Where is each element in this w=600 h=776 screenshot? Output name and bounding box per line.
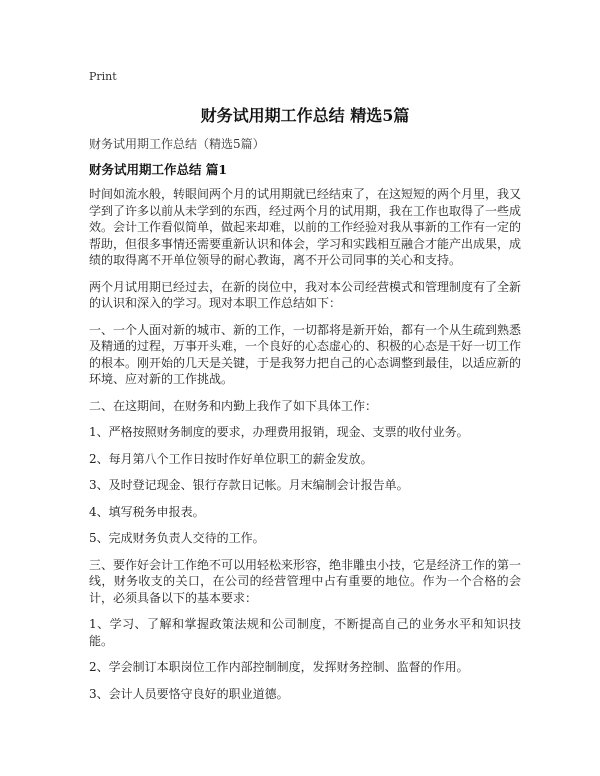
list-item-requirement-3: 3、会计人员要恪守良好的职业道德。 <box>89 686 289 701</box>
document-subtitle: 财务试用期工作总结（精选5篇） <box>89 137 265 151</box>
paragraph-intro: 时间如流水般，转眼间两个月的试用期就已经结束了，在这短短的两个月里，我又学到了许多以前从未学到的东西，经过两个月的试用期，我在工作也取得了一些成效。会计工作看似简单，做起来却难，以前的工作经验对我从事新的工作有一定的帮助，但很多事情还需要重新认识和体会，学习和实践相互融合才能产出成果，成绩的取得离不开单位领导的耐心教诲，离不开公司同事的关心和支持。 <box>89 187 522 267</box>
list-item-duty-3: 3、及时登记现金、银行存款日记帐。月末编制会计报告单。 <box>89 478 409 492</box>
paragraph-point-one: 一、一个人面对新的城市、新的工作，一切都将是新开始，都有一个从生疏到熟悉及精通的过程，万事开头难，一个良好的心态虚心的、积极的心态是干好一切工作的根本。刚开始的几天是关键，于是我努力把自己的心态调整到最佳，以适应新的环境、应对新的工作挑战。 <box>89 322 522 386</box>
document-body <box>89 186 521 712</box>
list-item-duty-4: 4、填写税务申报表。 <box>89 504 205 519</box>
list-item-duty-1: 1、严格按照财务制度的要求，办理费用报销，现金、支票的收付业务。 <box>89 425 469 439</box>
list-item-duty-5: 5、完成财务负责人交待的工作。 <box>89 531 265 545</box>
print-label: Print <box>89 70 117 83</box>
paragraph-point-two: 二、在这期间，在财务和内勤上我作了如下具体工作： <box>89 398 378 413</box>
list-item-requirement-2: 2、学会制订本职岗位工作内部控制制度，发挥财务控制、监督的作用。 <box>89 660 469 674</box>
paragraph-point-three: 三、要作好会计工作绝不可以用轻松来形容，绝非雕虫小技，它是经济工作的第一线，财务收支的关口，在公司的经营管理中占有重要的地位。作为一个合格的会计，必须具备以下的基本要求： <box>89 557 522 605</box>
section-heading: 财务试用期工作总结 篇1 <box>89 162 228 177</box>
list-item-requirement-1: 1、学习、了解和掌握政策法规和公司制度，不断提高自己的业务水平和知识技能。 <box>89 617 521 648</box>
paragraph-summary-lead: 两个月试用期已经过去，在新的岗位中，我对本公司经营模式和管理制度有了全新的认识和深入的学习。现对本职工作总结如下： <box>89 279 522 310</box>
list-item-duty-2: 2、每月第八个工作日按时作好单位职工的薪金发放。 <box>89 451 373 466</box>
document-title: 财务试用期工作总结 精选5篇 <box>200 106 410 125</box>
